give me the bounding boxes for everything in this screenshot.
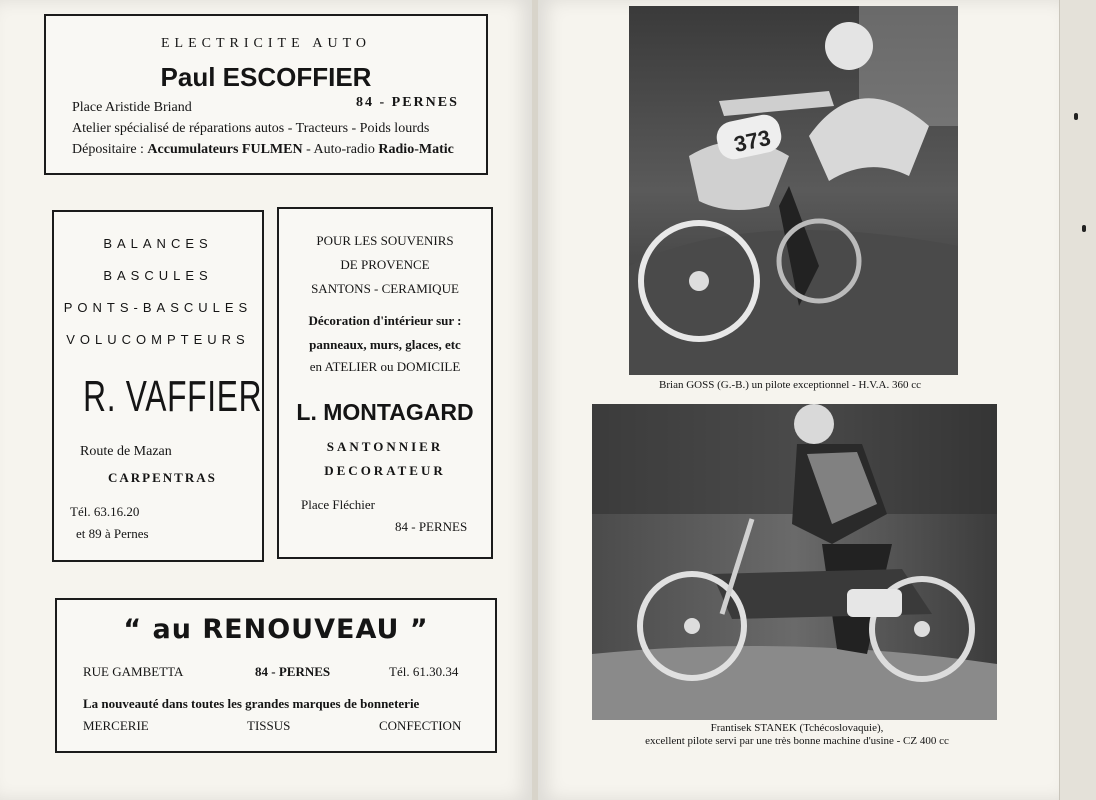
- photo-motocross-rider-373: [629, 6, 958, 375]
- ad-phone: Tél. 63.16.20: [70, 504, 140, 519]
- ad-address: Route de Mazan: [80, 444, 172, 459]
- ad-phone: Tél. 61.30.34: [389, 664, 459, 679]
- ad-category: TISSUS: [247, 718, 291, 733]
- photo-1-illustration: [629, 6, 958, 375]
- ad-line: panneaux, murs, glaces, etc: [309, 337, 461, 352]
- ad-vaffier: [52, 210, 264, 562]
- ad-product: VOLUCOMPTEURS: [66, 332, 250, 347]
- ad-renouveau: [55, 598, 497, 753]
- ad-dealer-mid: - Auto-radio: [302, 142, 379, 157]
- ad-line: DE PROVENCE: [340, 257, 430, 272]
- ink-speck: [1074, 113, 1078, 120]
- ad-line: Décoration d'intérieur sur :: [308, 313, 462, 328]
- ad-line: en ATELIER ou DOMICILE: [309, 359, 461, 374]
- photo-2-caption-line-2: excellent pilote servi par une très bonne machine d'usine - CZ 400 cc: [645, 735, 949, 747]
- ad-dealer-brand-2: Radio-Matic: [378, 142, 454, 157]
- ad-role: DECORATEUR: [324, 463, 446, 478]
- ad-product: PONTS-BASCULES: [63, 300, 253, 315]
- ad-business-name: Paul ESCOFFIER: [160, 62, 372, 92]
- ad-address: RUE GAMBETTA: [83, 664, 184, 679]
- ad-category: MERCERIE: [83, 718, 149, 733]
- photo-2-caption: [572, 722, 1022, 748]
- ad-address: Place Aristide Briand: [72, 100, 192, 115]
- ad-role: SANTONNIER: [326, 439, 444, 454]
- ad-city: 84 - PERNES: [395, 519, 468, 534]
- ad-address: Place Fléchier: [301, 497, 375, 512]
- photo-motocross-rider-cz: [592, 404, 997, 720]
- ad-dealer-brand-1: Accumulateurs FULMEN: [147, 142, 303, 157]
- ad-line: SANTONS - CERAMIQUE: [311, 281, 459, 296]
- ad-phone-secondary: et 89 à Pernes: [76, 526, 149, 541]
- ad-dealer-prefix: Dépositaire :: [72, 142, 148, 157]
- ad-city: 84 - PERNES: [356, 95, 459, 110]
- ad-slogan: La nouveauté dans toutes les grandes marques de bonneterie: [83, 696, 420, 711]
- ad-business-name: “ au RENOUVEAU ”: [123, 614, 429, 645]
- page-edge: [1059, 0, 1096, 800]
- ad-product: BASCULES: [103, 268, 213, 283]
- ink-speck: [1082, 225, 1086, 232]
- ad-montagard: [277, 207, 493, 559]
- ad-dealer-line: [72, 142, 454, 158]
- book-gutter: [532, 0, 538, 800]
- ad-heading: ELECTRICITE AUTO: [160, 36, 371, 51]
- ad-business-name: L. MONTAGARD: [296, 399, 474, 425]
- ad-city: CARPENTRAS: [108, 470, 217, 485]
- ad-city: 84 - PERNES: [255, 664, 331, 679]
- ad-services: Atelier spécialisé de réparations autos - Tracteurs - Poids lourds: [72, 121, 430, 136]
- photo-2-illustration: [592, 404, 997, 720]
- photo-2-caption-line-1: Frantisek STANEK (Tchécoslovaquie),: [710, 722, 884, 734]
- ad-escoffier: [44, 14, 488, 175]
- ad-business-name: R. VAFFIER: [83, 372, 263, 421]
- photo-1-caption: Brian GOSS (G.-B.) un pilote exceptionnel - H.V.A. 360 cc: [659, 379, 921, 391]
- ad-line: POUR LES SOUVENIRS: [316, 233, 454, 248]
- ad-product: BALANCES: [103, 236, 213, 251]
- ad-category: CONFECTION: [379, 718, 462, 733]
- bike-number-plate: 373: [731, 124, 773, 157]
